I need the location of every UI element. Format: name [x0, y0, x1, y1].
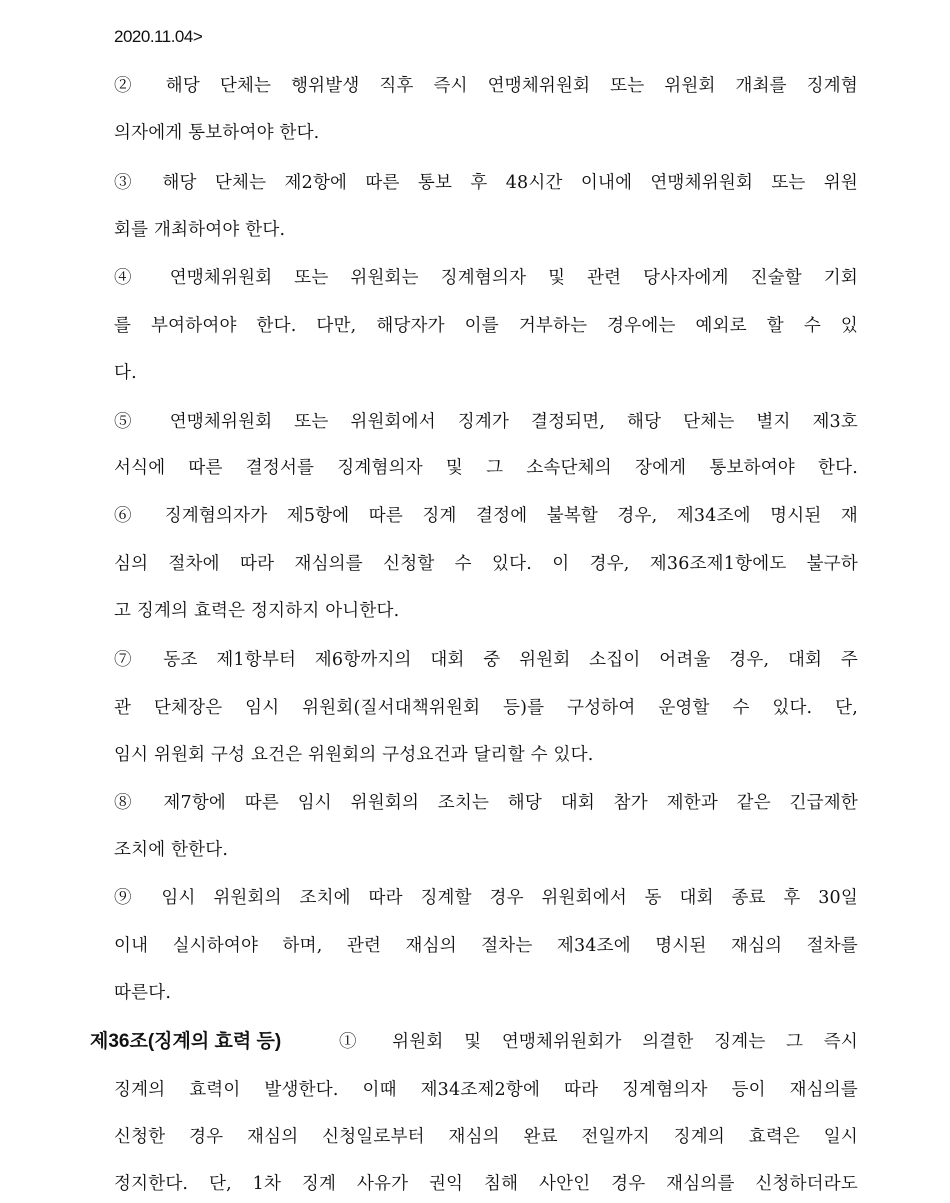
text-line: 임시 위원회 구성 요건은 위원회의 구성요건과 달리할 수 있다.: [114, 745, 594, 765]
text-line: 를 부여하여야 한다. 다만, 해당자가 이를 거부하는 경우에는 예외로 할 수 있: [114, 316, 858, 336]
text-line: ⑨ 임시 위원회의 조치에 따라 징계할 경우 위원회에서 동 대회 종료 후 30일: [114, 888, 858, 908]
text-line: 신청한 경우 재심의 신청일로부터 재심의 완료 전일까지 징계의 효력은 일시: [114, 1127, 858, 1147]
text-line: 심의 절차에 따라 재심의를 신청할 수 있다. 이 경우, 제36조제1항에도 불구하: [114, 554, 858, 574]
text-line: ④ 연맹체위원회 또는 위원회는 징계혐의자 및 관련 당사자에게 진술할 기회: [114, 268, 858, 288]
article-36-heading: 제36조(징계의 효력 등): [90, 1031, 282, 1052]
text-line: 회를 개최하여야 한다.: [114, 220, 286, 240]
text-line: 징계의 효력이 발생한다. 이때 제34조제2항에 따라 징계혐의자 등이 재심의를: [114, 1080, 858, 1100]
text-line: 정지한다. 단, 1차 징계 사유가 권익 침해 사안인 경우 재심의를 신청하더라도: [114, 1174, 858, 1194]
text-line: ⑧ 제7항에 따른 임시 위원회의 조치는 해당 대회 참가 제한과 같은 긴급제한: [114, 793, 858, 813]
text-line: 다.: [114, 363, 137, 383]
text-line: 고 징계의 효력은 정지하지 아니한다.: [114, 601, 400, 621]
text-line: 관 단체장은 임시 위원회(질서대책위원회 등)를 구성하여 운영할 수 있다. 단,: [114, 698, 858, 718]
text-line: 따른다.: [114, 983, 172, 1003]
text-line: 서식에 따른 결정서를 징계혐의자 및 그 소속단체의 장에게 통보하여야 한다.: [114, 458, 858, 478]
document-date: 2020.11.04>: [114, 27, 203, 46]
text-line: 이내 실시하여야 하며, 관련 재심의 절차는 제34조에 명시된 재심의 절차를: [114, 936, 858, 956]
text-line: ⑦ 동조 제1항부터 제6항까지의 대회 중 위원회 소집이 어려울 경우, 대회 주: [114, 650, 858, 670]
text-line: 조치에 한한다.: [114, 840, 229, 860]
text-line: ① 위원회 및 연맹체위원회가 의결한 징계는 그 즉시: [339, 1032, 858, 1052]
text-line: ③ 해당 단체는 제2항에 따른 통보 후 48시간 이내에 연맹체위원회 또는 위원: [114, 173, 858, 193]
text-line: ⑥ 징계혐의자가 제5항에 따른 징계 결정에 불복할 경우, 제34조에 명시된 재: [114, 506, 858, 526]
text-line: ⑤ 연맹체위원회 또는 위원회에서 징계가 결정되면, 해당 단체는 별지 제3호: [114, 412, 858, 432]
text-line: 의자에게 통보하여야 한다.: [114, 123, 320, 143]
text-line: ② 해당 단체는 행위발생 직후 즉시 연맹체위원회 또는 위원회 개최를 징계혐: [114, 76, 858, 96]
